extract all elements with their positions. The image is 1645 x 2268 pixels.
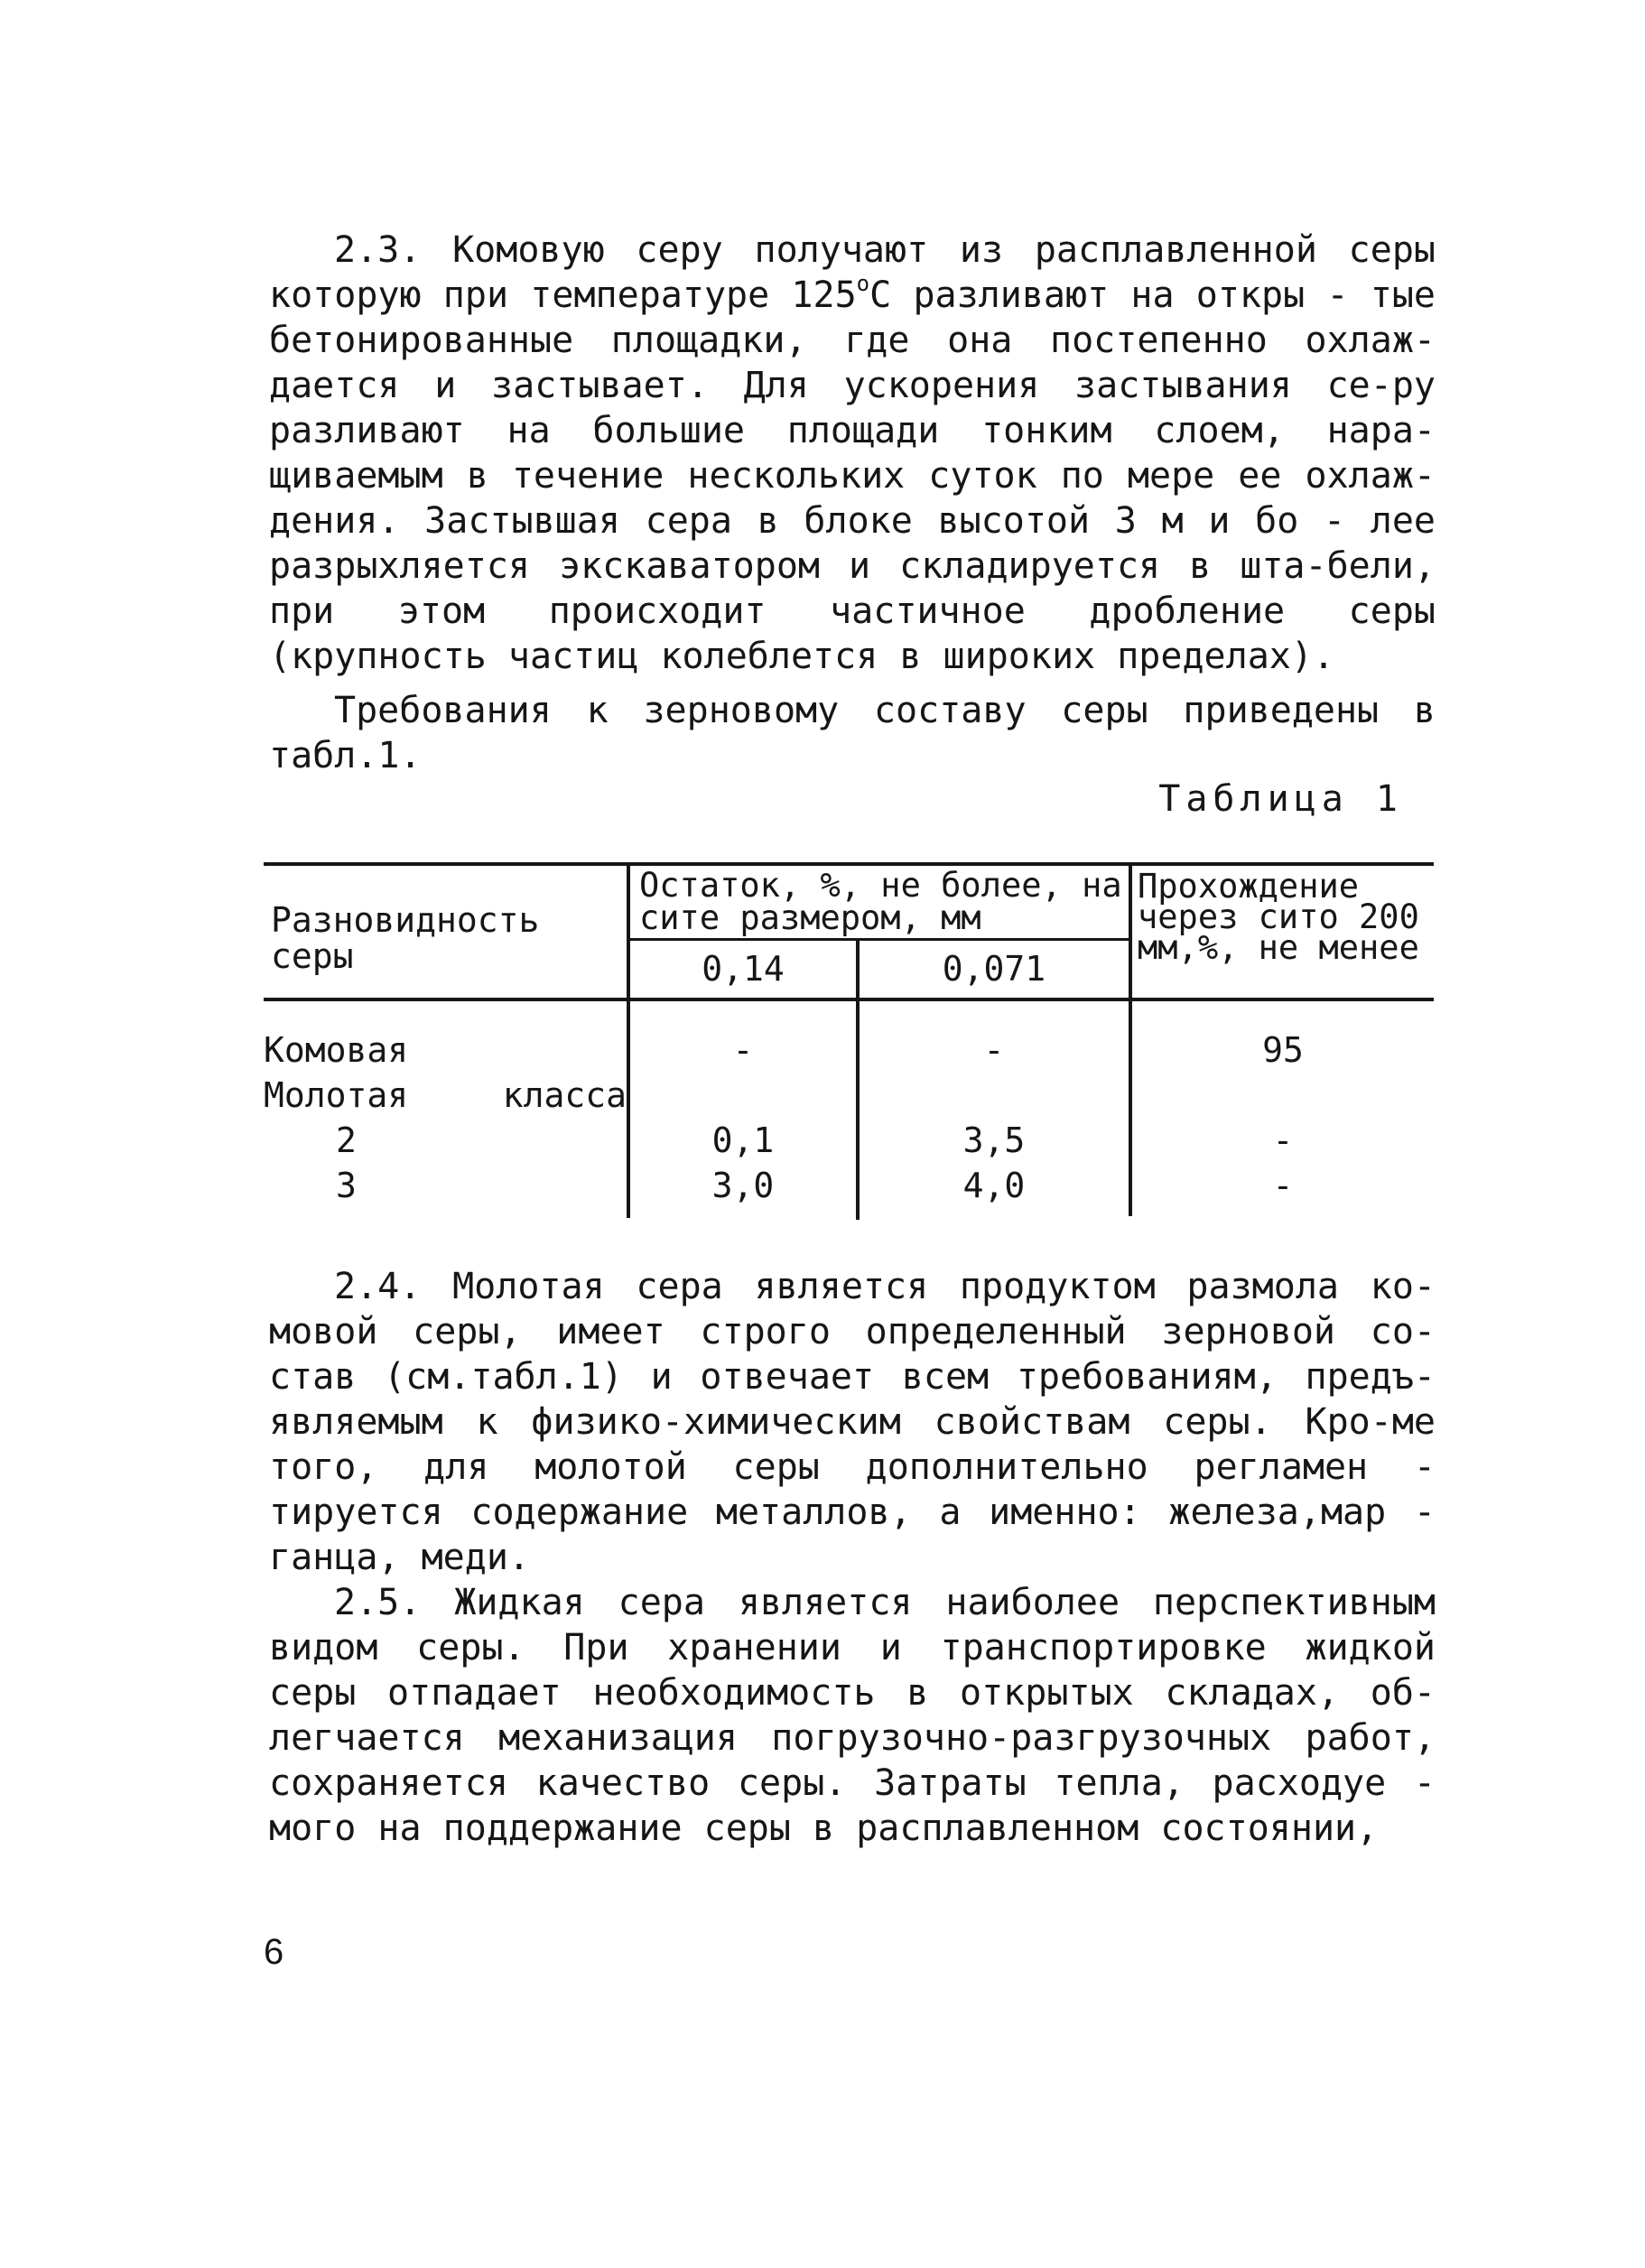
header-residue: Остаток, %, не более, на сите размером, мм <box>639 866 1122 937</box>
table-cell-r014: 0,1 <box>711 1120 775 1160</box>
table-cell-r014: - <box>732 1030 754 1070</box>
table-cell-r0071: 4,0 <box>962 1166 1026 1205</box>
table-cell-variety: 3 <box>336 1166 357 1205</box>
paragraph-text: Комовую серу получают из расплавленной серы которую при температуре 125 <box>269 229 1436 316</box>
table-cell-variety: 2 <box>336 1120 357 1160</box>
header-sieve-0071: 0,071 <box>942 949 1046 989</box>
paragraph-2-5 <box>269 1580 1436 1851</box>
table-cell-passage: - <box>1272 1120 1294 1160</box>
paragraph-number: 2.3. <box>334 229 422 271</box>
table-sieve-subheader-rule <box>628 938 1130 941</box>
page-number: 6 <box>264 1932 284 1972</box>
paragraph-number: 2.5. <box>334 1582 422 1623</box>
table-header-bottom-rule <box>264 998 1434 1001</box>
header-passage: Прохождение через сито 200 мм,%, не менее <box>1138 867 1419 967</box>
table-cell-r0071: 3,5 <box>962 1120 1026 1160</box>
paragraph-number: 2.4. <box>334 1266 422 1307</box>
header-variety: Разновидность серы <box>271 900 540 976</box>
table-cell-variety: Молотая класса <box>264 1075 627 1115</box>
table-cell-r0071: - <box>983 1030 1005 1070</box>
paragraph-2-4 <box>269 1264 1436 1580</box>
paragraph-text: Жидкая сера является наиболее перспективным видом серы. При хранении и транспортировке жидкой серы отпадает необходимость в открытых складах, об-легчается механизация погрузочно-разгрузочных работ, сохраняется качество серы. Затраты тепла, расходуе - мого на поддержание серы в расплавленном состоянии, <box>269 1582 1436 1849</box>
table-cell-passage: 95 <box>1262 1030 1304 1070</box>
table-caption: Таблица 1 <box>1158 778 1403 820</box>
table-cell-r014: 3,0 <box>711 1166 775 1205</box>
paragraph-text-continued: С разливают на откры - тые бетонированные площадки, где она постепенно охлаж-дается и застывает. Для ускорения застывания се-ру разливают на большие площади тонким слоем, нара-щиваемым в течение нескольких суток по мере ее охлаж-дения. Застывшая сера в блоке высотой 3 м и бо - лее разрыхляется экскаватором и складируется в шта-бели, при этом происходит частичное дробление серы (крупность частиц колеблется в широких пределах). <box>269 274 1436 677</box>
grain-composition-table <box>264 862 1434 1223</box>
requirements-text: Требования к зерновому составу серы приведены в табл.1. <box>269 690 1436 776</box>
table-cell-passage: - <box>1272 1166 1294 1205</box>
table-cell-variety: Комовая <box>264 1030 409 1070</box>
requirements-paragraph <box>269 688 1436 778</box>
header-sieve-014: 0,14 <box>702 949 785 989</box>
paragraph-2-3 <box>269 228 1436 679</box>
degree-superscript: о <box>856 270 870 296</box>
paragraph-text: Молотая сера является продуктом размола ко-мовой серы, имеет строго определенный зерновой со-став (см.табл.1) и отвечает всем требованиям, предъ-являемым к физико-химическим свойствам серы. Кро-ме того, для молотой серы дополнительно регламен - тируется содержание металлов, а именно: железа,мар - ганца, меди. <box>269 1266 1436 1578</box>
